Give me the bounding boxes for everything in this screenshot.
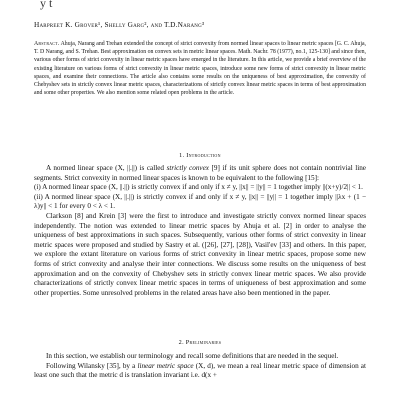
prelim-paragraph-1: In this section, we establish our terminology and recall some definitions that are needed in the sequel.	[46, 352, 339, 360]
intro-paragraph-1: A normed linear space (X, ||.||) is called strictly convex [9] if its unit sphere does not contain nontrivial line segments. Strict convexity in normed linear spaces is known to be equivalent to the following [15]:	[34, 164, 366, 182]
title-fragment: y t	[40, 0, 53, 10]
authors: Harpreet K. Grover¹, Shelly Garg², and T.D.Narang³	[34, 20, 205, 29]
intro-item-2: (ii) A normed linear space (X, ||.||) is strictly convex if and only if x ≠ y, ||x|| = ||y|| = 1 together imply ||λx + (1 − λ)y|| < 1 for every 0 < λ < 1.	[34, 192, 366, 211]
section-heading-introduction: 1. Introduction	[179, 152, 221, 159]
intro-item-1: (i) A normed linear space (X, ||.||) is strictly convex if and only if x ≠ y, ||x|| = ||y|| = 1 together imply ||(x+y)/2|| < 1.	[34, 183, 363, 192]
section-heading-preliminaries: 2. Preliminaries	[178, 339, 222, 346]
abstract-text: Ahuja, Narang and Trehan extended the concept of strict convexity from normed linear spaces to linear metric spaces [G. C. Ahuja, T. D Narang, and S. Trehan. Best approximation on convex sets in metric linear spaces. Math. Nachr. 78 (1977), no.1, 125-130] and since then, various other forms of strict convexity in linear metric spaces have emerged in the literature. In this article, we provide a brief overview of the existing literature on various forms of strict convexity in linear metric spaces, introduce some new forms of strict convexity in linear metric spaces, and examine their connections. The article also contains some results on the uniqueness of best approximation, the convexity of Chebyshev sets in strictly convex linear metric spaces, characterizations of strictly convex linear metric spaces in terms of best approximation and some other properties. We also mention some related open problems in the article.	[34, 41, 366, 97]
introduction-body	[34, 164, 366, 298]
prelim-paragraph-2: Following Wilansky [35], by a linear metric space (X, d), we mean a real linear metric space of dimension at least one such that the metric d is translation invariant i.e. d(x +	[34, 361, 366, 380]
abstract	[34, 40, 366, 97]
intro-paragraph-2: Clarkson [8] and Krein [3] were the first to introduce and investigate strictly convex normed linear spaces independently. The notion was extended to linear metric spaces by Ahuja et al. [2] in order to analyse the uniqueness of best approximations in such spaces. Subsequently, various other forms of strict convexity in linear metric spaces were proposed and studied by Sastry et al. ([26], [27], [28]), Vasil'ev [33] and others. In this paper, we explore the extant literature on various forms of strict convexity in linear metric spaces, propose some new forms of strict convexity and analyse their inter connections. We discuss some results on the uniqueness of best approximation and on the convexity of Chebyshev sets in strictly convex linear metric spaces. We also provide characterizations of strictly convex linear metric spaces in terms of uniqueness of best approximation and some other properties. Some unresolved problems in the related areas have also been mentioned in the paper.	[34, 211, 366, 297]
preliminaries-body	[34, 352, 366, 381]
abstract-label: Abstract.	[34, 41, 60, 47]
